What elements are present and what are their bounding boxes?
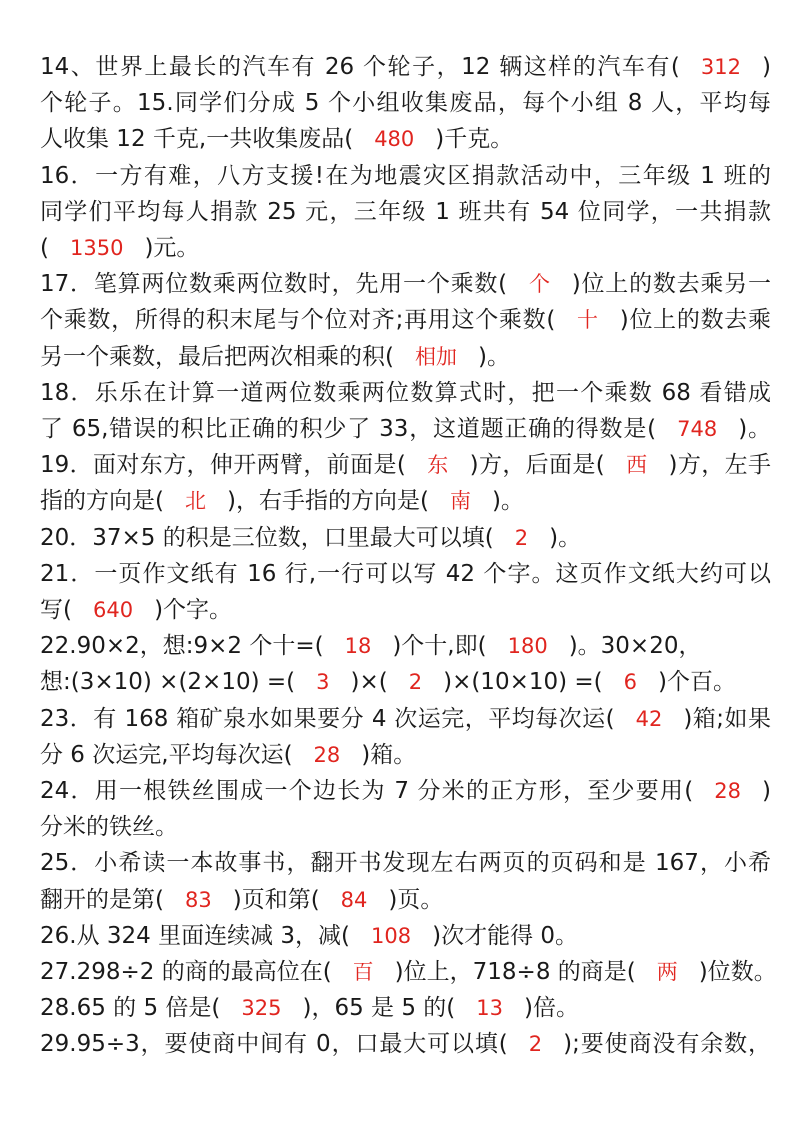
text-line [40, 558, 771, 592]
text-line [40, 884, 771, 918]
text-line [40, 992, 771, 1026]
question-text: )。 [549, 524, 582, 551]
question-text: 27.298÷2 的商的最高位在( [40, 959, 332, 985]
question-text: )次才能得 0。 [432, 922, 579, 949]
handwritten-answer: 2 [507, 1032, 564, 1057]
question-text: ) [762, 778, 771, 804]
question-text: 26.从 324 里面连续减 3，减( [40, 922, 351, 949]
question-text: )×(10×10) =( [443, 669, 603, 696]
handwritten-answer: 108 [350, 923, 433, 948]
question-text: 分米的铁丝。 [40, 814, 178, 841]
question-text: 20．37×5 的积是三位数，口里最大可以填( [40, 524, 494, 551]
text-line [40, 123, 771, 157]
question-text: 同学们平均每人捐款 25 元，三年级 1 班共有 54 位同学，一共捐款 [40, 198, 771, 225]
question-text: 23．有 168 箱矿泉水如果要分 4 次运完，平均每次运( [40, 705, 615, 732]
question-text: )页。 [388, 886, 444, 913]
question-text: )位上，718÷8 的商是( [394, 959, 636, 985]
handwritten-answer: 28 [693, 779, 763, 803]
question-text: 想:(3×10) ×(2×10) =( [40, 669, 296, 696]
text-line [40, 413, 771, 447]
question-text: 17．笔算两位数乘两位数时，先用一个乘数( [40, 271, 508, 298]
question-text: 分 6 次运完,平均每次运( [40, 741, 293, 768]
handwritten-answer: 百 [331, 960, 395, 984]
text-line [40, 51, 771, 85]
handwritten-answer: 2 [387, 670, 444, 695]
handwritten-answer: 18 [323, 634, 393, 659]
question-text: 个乘数，所得的积末尾与个位对齐;再用这个乘数( [40, 307, 556, 334]
handwritten-answer: 180 [486, 634, 569, 659]
question-text: )。 [738, 416, 771, 442]
text-line [40, 449, 771, 483]
handwritten-answer: 312 [679, 55, 763, 79]
question-text: )个十,即( [392, 633, 487, 660]
handwritten-answer: 两 [635, 960, 699, 984]
question-text: 指的方向是( [40, 488, 164, 515]
question-text: )。 [491, 488, 524, 515]
text-line [40, 268, 771, 302]
question-text: )。 [477, 343, 510, 370]
question-text: 21．一页作文纸有 16 行,一行可以写 42 个字。这页作文纸大约可以 [40, 560, 771, 587]
handwritten-answer: 480 [353, 127, 436, 152]
handwritten-answer: 西 [604, 453, 669, 478]
question-text: 18．乐乐在计算一道两位数乘两位数算式时，把一个乘数 68 看错成 [40, 379, 771, 406]
question-text: 写( [40, 597, 72, 623]
question-text: 22.90×2，想:9×2 个十=( [40, 633, 324, 660]
question-text: 16．一方有难，八方支援!在为地震灾区捐款活动中，三年级 1 班的 [40, 162, 771, 189]
handwritten-answer: 748 [656, 417, 739, 441]
question-text: 25．小希读一本故事书，翻开书发现左右两页的页码和是 167，小希 [40, 850, 771, 877]
text-line [40, 232, 771, 266]
handwritten-answer: 83 [163, 887, 233, 912]
text-line [40, 522, 771, 556]
text-line [40, 160, 771, 194]
question-text: 14、世界上最长的汽车有 26 个轮子，12 辆这样的汽车有( [40, 54, 680, 80]
question-text: )个百。 [658, 669, 737, 696]
question-text: )位数。 [698, 959, 777, 985]
text-line [40, 956, 777, 990]
question-text: )千克。 [435, 126, 514, 153]
question-text: )，右手指的方向是( [226, 488, 429, 515]
question-text: )箱。 [361, 741, 417, 768]
handwritten-answer: 42 [614, 706, 684, 731]
text-line [40, 87, 771, 121]
question-text: )页和第( [232, 886, 320, 913]
question-text: )×( [350, 669, 388, 696]
handwritten-answer: 325 [220, 996, 303, 1021]
text-line [40, 847, 771, 881]
question-text: ( [40, 235, 49, 261]
handwritten-answer: 640 [71, 598, 155, 622]
question-text: 了 65,错误的积比正确的积少了 33，这道题正确的得数是( [40, 416, 657, 442]
text-line [40, 304, 771, 338]
question-text: 29.95÷3，要使商中间有 0，口最大可以填( [40, 1031, 508, 1058]
question-text: )方，左手 [668, 452, 771, 479]
text-line [40, 377, 771, 411]
question-text: )，65 是 5 的( [302, 995, 456, 1022]
text-line [40, 739, 771, 773]
text-line [40, 811, 771, 845]
question-text: )方，后面是( [469, 452, 605, 479]
handwritten-answer: 13 [455, 996, 524, 1021]
question-text: 另一个乘数，最后把两次相乘的积( [40, 343, 394, 370]
question-text: 24．用一根铁丝围成一个边长为 7 分米的正方形，至少要用( [40, 778, 694, 804]
text-line [40, 920, 771, 954]
text-line [40, 485, 771, 519]
question-text: 人收集 12 千克,一共收集废品( [40, 126, 354, 153]
question-text: 翻开的是第( [40, 886, 164, 913]
question-text: 19．面对东方，伸开两臂，前面是( [40, 452, 406, 479]
question-text: )。30×20， [568, 633, 702, 660]
handwritten-answer: 28 [292, 742, 362, 767]
question-text: );要使商没有余数， [563, 1031, 771, 1058]
text-line [40, 1028, 771, 1062]
handwritten-answer: 84 [319, 887, 389, 912]
text-line [40, 630, 771, 664]
question-text: 28.65 的 5 倍是( [40, 995, 221, 1022]
question-text: )位上的数去乘另一 [571, 271, 771, 298]
question-text: )箱;如果 [683, 705, 771, 732]
handwritten-answer: 1350 [48, 236, 145, 260]
handwritten-answer: 十 [555, 308, 620, 333]
question-text: )元。 [144, 235, 200, 261]
question-text: )位上的数去乘 [619, 307, 771, 334]
handwritten-answer: 相加 [393, 344, 478, 369]
handwritten-answer: 东 [405, 453, 470, 478]
question-text: )个字。 [154, 597, 233, 623]
text-line [40, 666, 771, 700]
handwritten-answer: 北 [163, 489, 227, 514]
text-line [40, 775, 771, 809]
text-line [40, 196, 771, 230]
text-line [40, 594, 771, 628]
handwritten-answer: 个 [507, 272, 572, 297]
question-text: ) [762, 54, 771, 80]
text-line [40, 341, 771, 375]
question-text: )倍。 [524, 995, 579, 1022]
handwritten-answer: 2 [493, 525, 550, 550]
handwritten-answer: 6 [602, 670, 659, 695]
question-text: 个轮子。15.同学们分成 5 个小组收集废品，每个小组 8 人，平均每 [40, 90, 771, 117]
handwritten-answer: 3 [295, 670, 351, 695]
text-line [40, 703, 771, 737]
handwritten-answer: 南 [428, 489, 492, 514]
